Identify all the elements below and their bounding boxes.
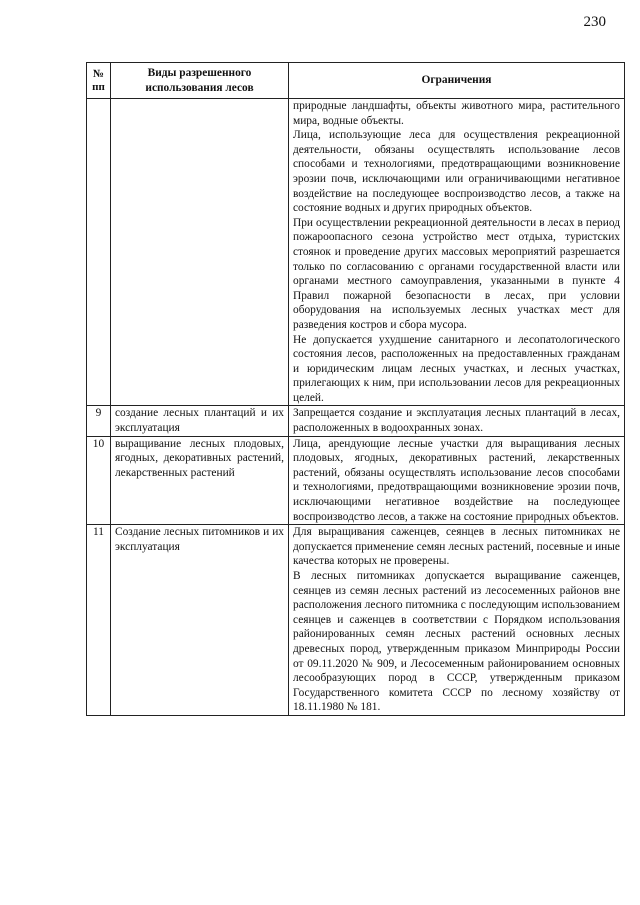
cell-number: 9 — [87, 406, 111, 436]
restriction-paragraph: При осуществлении рекреационной деятельности в лесах в период пожароопасного сезона устройство мест отдыха, туристских стоянок и проведение других массовых мероприятий разрешается только по согласованию с органами государственной власти или органами местного самоуправления, указанными в пункте 4 Правил пожарной безопасности в лесах, при условии оборудования на используемых лесных участках мест для разведения костров и сбора мусора. — [293, 216, 620, 331]
restriction-paragraph: Запрещается создание и эксплуатация лесных плантаций в лесах, расположенных в водоохранных зонах. — [293, 407, 620, 435]
cell-restrictions — [289, 525, 625, 716]
table-row — [87, 525, 625, 716]
cell-type — [111, 99, 289, 406]
restriction-paragraph: природные ландшафты, объекты животного мира, растительного мира, водные объекты. — [293, 100, 620, 127]
restriction-paragraph: Лица, арендующие лесные участки для выращивания лесных плодовых, ягодных, декоративных растений, лекарственных растений, обязаны осуществлять использование лесов способами и технологиями, предотвращающими возникновение эрозии почв, исключающими негативное воздействие на последующее воспроизводство лесов, а также на состояние природных объектов. — [293, 437, 620, 523]
header-restrictions: Ограничения — [289, 63, 625, 99]
cell-number: 11 — [87, 525, 111, 716]
cell-restrictions — [289, 436, 625, 525]
header-number: № пп — [87, 63, 111, 99]
table-row — [87, 436, 625, 525]
restrictions-table — [86, 62, 625, 716]
restriction-paragraph: Лица, использующие леса для осуществления рекреационной деятельности, обязаны осуществлять использование лесов способами и технологиями, предотвращающими возникновение эрозии почв, исключающими или ограничивающими негативное воздействие на последующее воспроизводство лесов, а также на состояние водных и других природных объектов. — [293, 129, 620, 215]
cell-restrictions — [289, 406, 625, 436]
restriction-paragraph: Для выращивания саженцев, сеянцев в лесных питомниках не допускается применение семян лесных растений, посевные и иные качества которых не проверены. — [293, 526, 620, 568]
cell-type: выращивание лесных плодовых, ягодных, декоративных растений, лекарственных растений — [111, 436, 289, 525]
table-row — [87, 406, 625, 436]
cell-type: создание лесных плантаций и их эксплуатация — [111, 406, 289, 436]
header-usage-types: Виды разрешенного использования лесов — [111, 63, 289, 99]
page-number: 230 — [583, 14, 606, 30]
cell-number: 10 — [87, 436, 111, 525]
table-header-row — [87, 63, 625, 99]
table-row-continuation — [87, 99, 625, 406]
cell-type: Создание лесных питомников и их эксплуатация — [111, 525, 289, 716]
restriction-paragraph: В лесных питомниках допускается выращивание саженцев, сеянцев из семян лесных растений из лесосеменных районов вне расположения лесного питомника с последующим использованием сеянцев и саженцев в соответствии с Порядком использования районированных семян лесных растений основных лесных древесных пород, утвержденным приказом Минприроды России от 09.11.2020 № 909, и Лесосеменным районированием основных лесообразующих пород в СССР, утвержденным приказом Государственного комитета СССР по лесному хозяйству от 18.11.1980 № 181. — [293, 570, 620, 714]
cell-restrictions — [289, 99, 625, 406]
restriction-paragraph: Не допускается ухудшение санитарного и лесопатологического состояния лесов, расположенных на предоставленных гражданам и юридическим лицам лесных участках, и лесных участках, прилегающих к ним, при использовании лесов для рекреационных целей. — [293, 333, 620, 404]
cell-number — [87, 99, 111, 406]
